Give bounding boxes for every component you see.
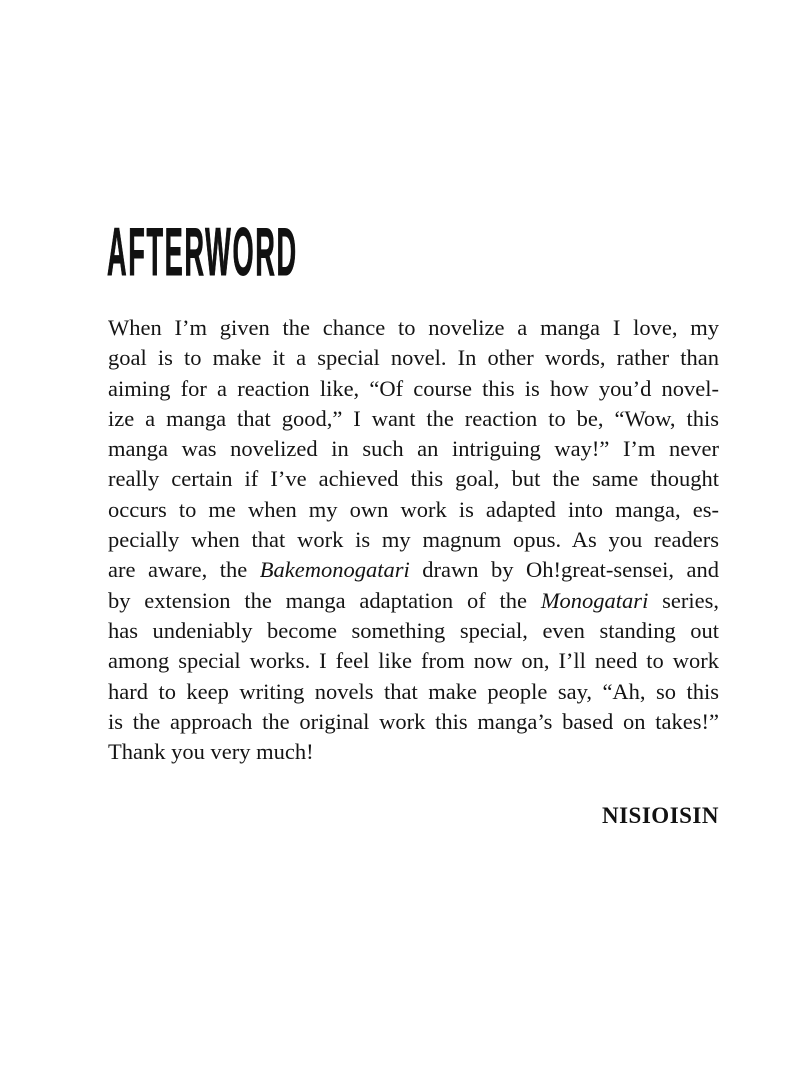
line-text: ize a manga that good,” I want the reaction to be, “Wow, this — [108, 405, 719, 431]
line-text: aiming for a reaction like, “Of course this is how you’d novel- — [108, 375, 719, 401]
line-text: by extension the manga adaptation of the — [108, 587, 541, 613]
paragraph-line — [108, 374, 719, 404]
paragraph-line — [108, 313, 719, 343]
page-title — [107, 214, 584, 290]
paragraph-line — [108, 404, 719, 434]
paragraph-line — [108, 737, 719, 767]
line-text: manga was novelized in such an intriguing way!” I’m never — [108, 436, 719, 462]
paragraph-line — [108, 616, 719, 646]
paragraph-line — [108, 707, 719, 737]
italic-title-text: Bakemonogatari — [259, 557, 410, 583]
paragraph-line — [108, 677, 719, 707]
paragraph-line — [108, 464, 719, 494]
line-text: really certain if I’ve achieved this goal, but the same thought — [108, 466, 719, 492]
paragraph-line — [108, 343, 719, 373]
paragraph-line — [108, 525, 719, 555]
line-text: are aware, the — [108, 557, 260, 583]
line-text: series, — [648, 587, 719, 613]
line-text: drawn by Oh!great-sensei, and — [409, 557, 720, 583]
line-text: is the approach the original work this manga’s based on takes!” — [108, 708, 719, 734]
paragraph-line — [108, 555, 719, 585]
paragraph-line — [108, 434, 719, 464]
line-text: Thank you very much! — [108, 739, 314, 765]
paragraph-line — [108, 646, 719, 676]
line-text: When I’m given the chance to novelize a manga I love, my — [108, 315, 719, 340]
italic-title-text: Monogatari — [540, 587, 649, 613]
line-text: has undeniably become something special, even standing out — [108, 617, 719, 643]
paragraph-line — [108, 586, 719, 616]
line-text: occurs to me when my own work is adapted into manga, es- — [108, 496, 719, 522]
line-text: pecially when that work is my magnum opus. As you readers — [108, 527, 719, 553]
line-text: among special works. I feel like from now on, I’ll need to work — [108, 648, 719, 674]
paragraph-line — [108, 495, 719, 525]
page-title-text: AFTERWORD — [107, 214, 298, 290]
author-signature: NISIOISIN — [602, 803, 719, 828]
line-text: hard to keep writing novels that make people say, “Ah, so this — [108, 678, 719, 704]
line-text: goal is to make it a special novel. In other words, rather than — [108, 345, 719, 371]
afterword-paragraph — [108, 313, 719, 767]
